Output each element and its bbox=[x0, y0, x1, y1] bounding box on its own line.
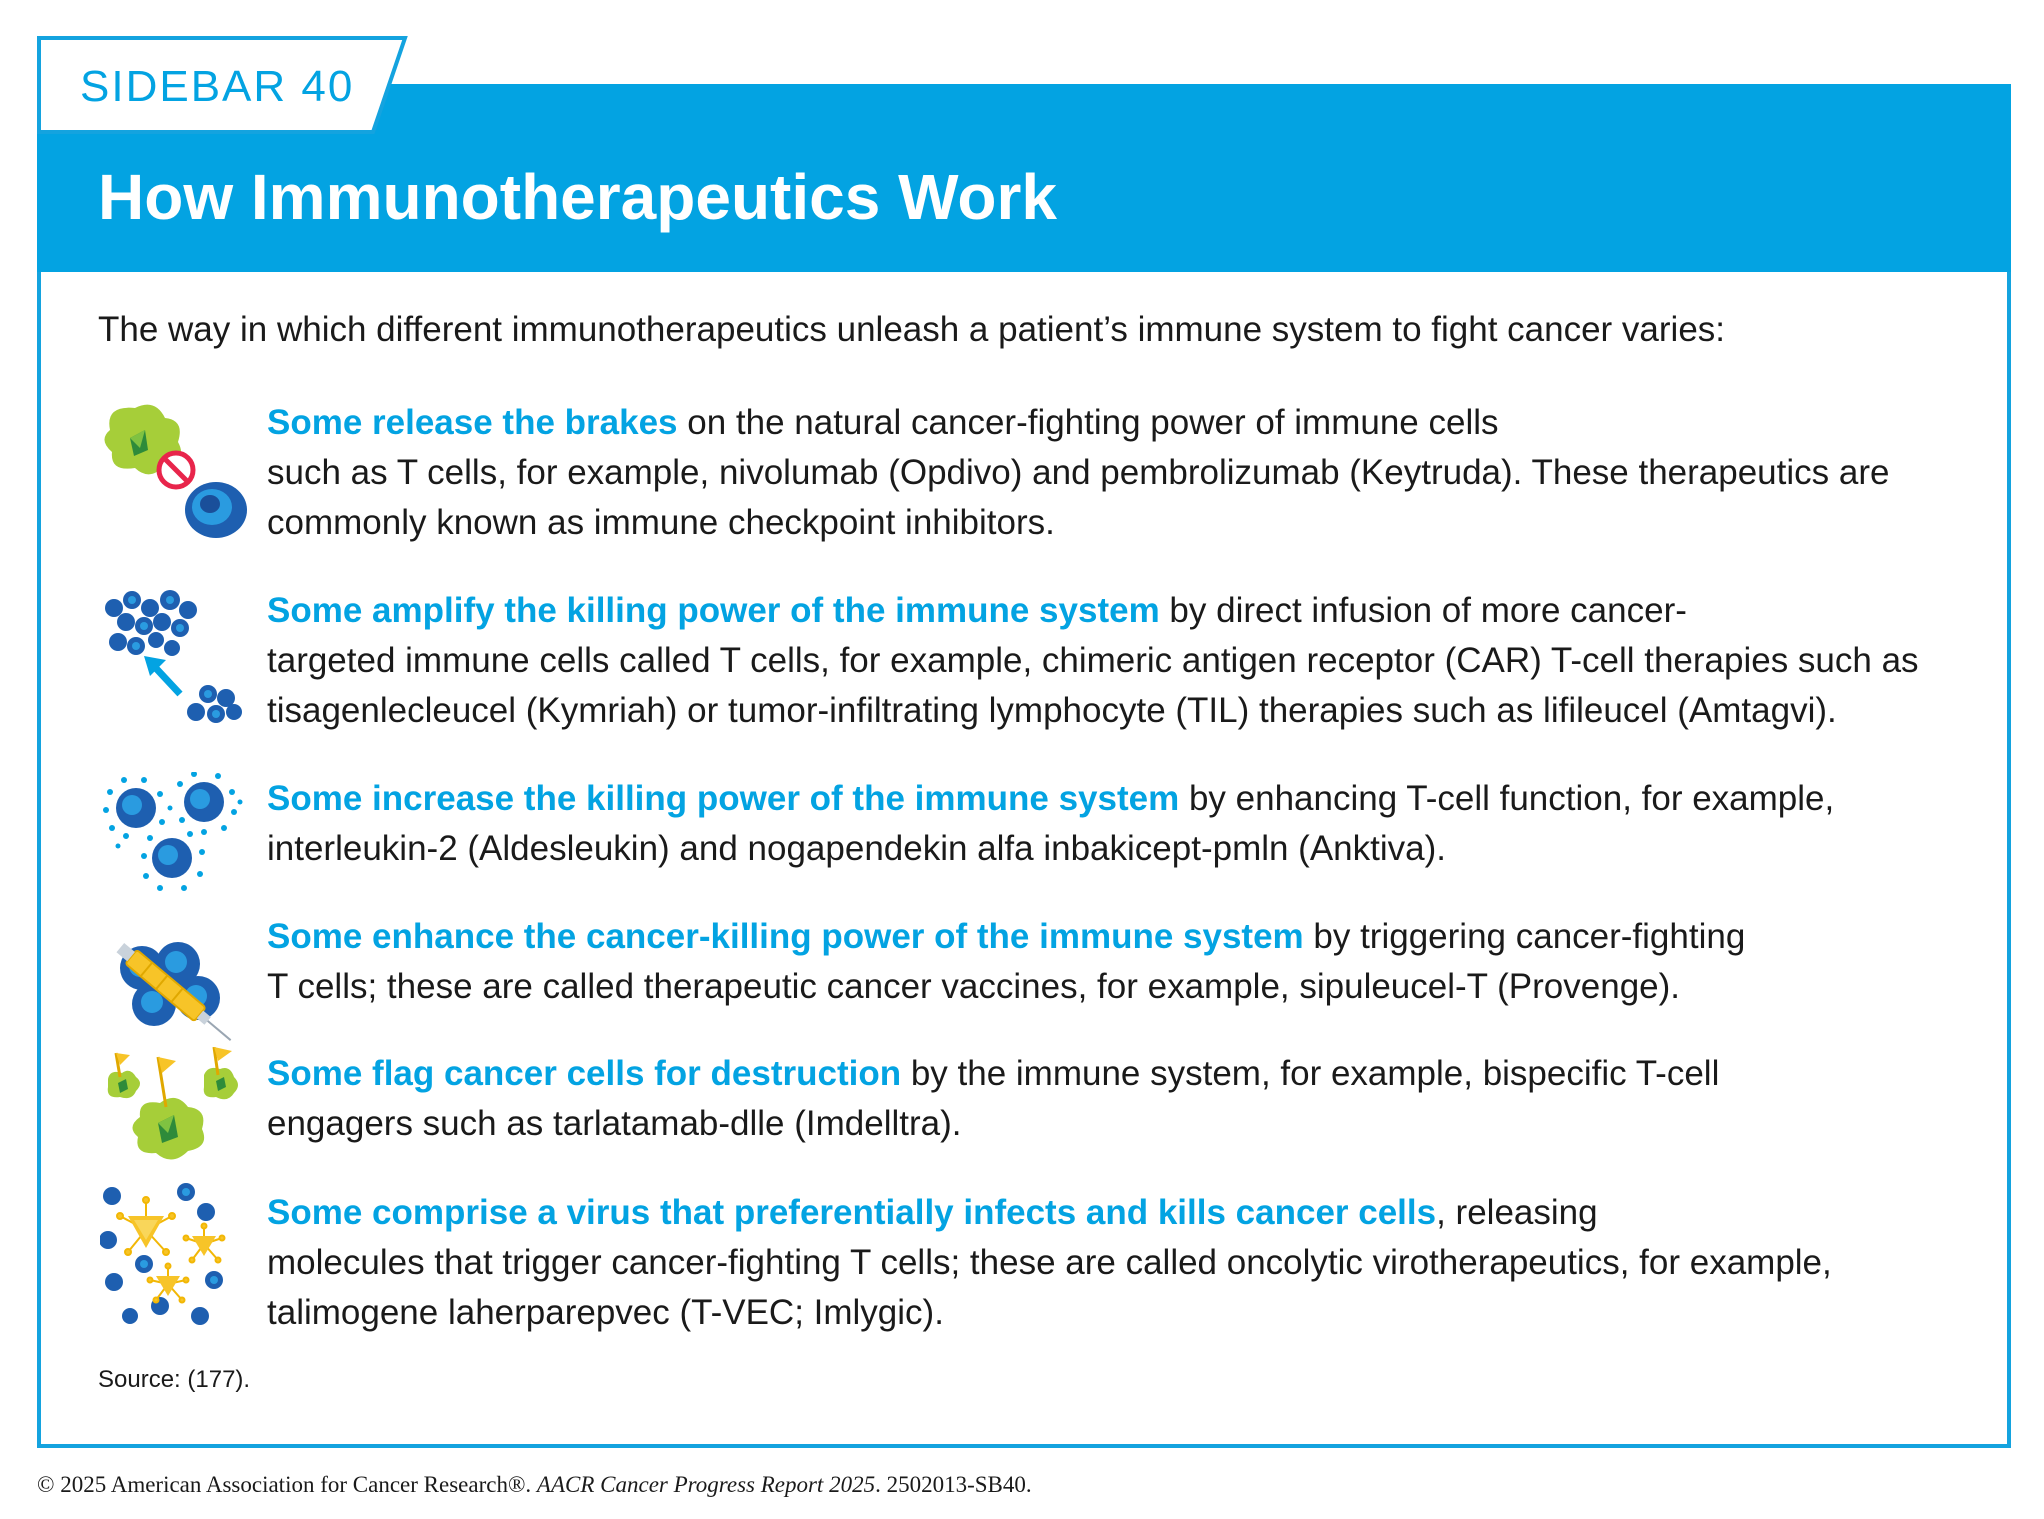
item-text: Some flag cancer cells for destruction by the immune system, for example, bispecific T-cell engagers such as tarlatamab-dlle (Imdelltra). bbox=[267, 1054, 1720, 1143]
item-text: Some amplify the killing power of the immune system by direct infusion of more cancer- targeted immune cells called T cells, for example, chimeric antigen receptor (CAR) T-cell therapies such as tisagenlecleucel (Kymriah) or tumor-infiltrating lymphocyte (TIL) therapies such as lifileucel (Amtagvi). bbox=[267, 591, 1919, 730]
item-highlight: Some enhance the cancer-killing power of the immune system bbox=[267, 917, 1304, 956]
item-highlight: Some amplify the killing power of the immune system bbox=[267, 591, 1160, 630]
sidebar-label: SIDEBAR 40 bbox=[80, 62, 355, 111]
checkpoint-inhibitor-icon bbox=[100, 400, 250, 540]
item-highlight: Some increase the killing power of the immune system bbox=[267, 779, 1180, 818]
page-title: How Immunotherapeutics Work bbox=[98, 161, 1057, 233]
report-title: AACR Cancer Progress Report 2025 bbox=[536, 1472, 876, 1497]
cell-therapy-icon bbox=[100, 586, 250, 736]
source-note: Source: (177). bbox=[98, 1366, 251, 1393]
intro-text: The way in which different immunotherapeutics unleash a patient’s immune system to fight cancer varies: bbox=[98, 310, 1726, 349]
item-text: Some increase the killing power of the immune system by enhancing T-cell function, for example, interleukin-2 (Aldesleukin) and nogapendekin alfa inbakicept-pmln (Anktiva). bbox=[267, 779, 1835, 868]
item-highlight: Some comprise a virus that preferentially infects and kills cancer cells bbox=[267, 1193, 1437, 1232]
vaccine-icon bbox=[100, 936, 250, 1046]
item-text: Some release the brakes on the natural cancer-fighting power of immune cells such as T cells, for example, nivolumab (Opdivo) and pembrolizumab (Keytruda). These therapeutics are commonly known as immune checkpoint inhibitors. bbox=[267, 403, 1890, 542]
copyright-footer: © 2025 American Association for Cancer Research®. AACR Cancer Progress Report 2025. 2502013-SB40. bbox=[37, 1472, 1032, 1497]
flag-cells-icon bbox=[100, 1047, 250, 1167]
oncolytic-virus-icon bbox=[100, 1182, 250, 1332]
item-highlight: Some release the brakes bbox=[267, 403, 678, 442]
item-text: Some enhance the cancer-killing power of the immune system by triggering cancer-fighting T cells; these are called therapeutic cancer vaccines, for example, sipuleucel-T (Provenge). bbox=[267, 917, 1746, 1006]
item-text: Some comprise a virus that preferentially infects and kills cancer cells, releasing molecules that trigger cancer-fighting T cells; these are called oncolytic virotherapeutics, for example, talimogene laherparepvec (T-VEC; Imlygic). bbox=[267, 1193, 1832, 1332]
cytokine-icon bbox=[100, 772, 250, 892]
item-highlight: Some flag cancer cells for destruction bbox=[267, 1054, 902, 1093]
